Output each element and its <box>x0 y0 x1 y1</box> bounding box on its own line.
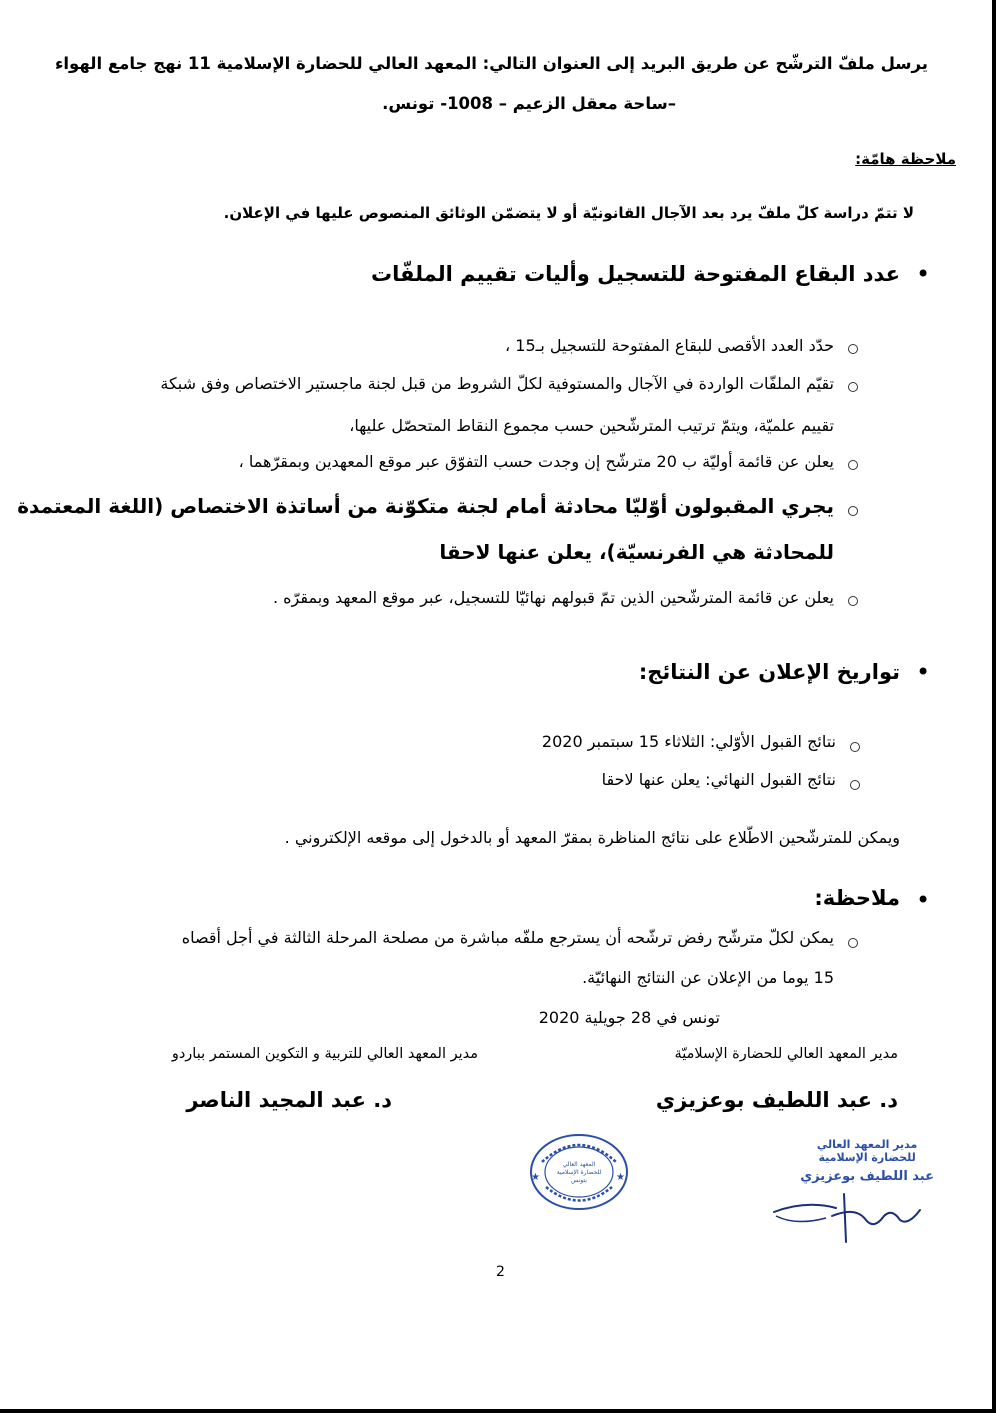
section1-item-1: حدّد العدد الأقصى للبقاع المفتوحة للتسجيل بـ15 ، <box>505 336 834 355</box>
note-text: لا تتمّ دراسة كلّ ملفّ يرد بعد الآجال القانونيّة أو لا يتضمّن الوثائق المنصوص عليها في الإعلان. <box>223 204 914 222</box>
signature-left-name: د. عبد المجيد الناصر <box>186 1088 392 1112</box>
page-number: 2 <box>496 1264 505 1280</box>
name-stamp <box>800 1138 934 1183</box>
section2-footer: ويمكن للمترشّحين الاطّلاع على نتائج المناظرة بمقرّ المعهد أو بالدخول إلى موقعه الإلكتروني . <box>284 828 900 847</box>
name-stamp-line-3: عبد اللطيف بوعزيزي <box>800 1169 934 1184</box>
note-heading: ملاحظة هامّة: <box>855 150 956 168</box>
list-circle <box>848 344 858 354</box>
date-line: تونس في 28 جويلية 2020 <box>538 1008 720 1027</box>
svg-text:★: ★ <box>531 1172 540 1183</box>
official-stamp <box>528 1132 630 1212</box>
section1-item-5: يعلن عن قائمة المترشّحين الذين تمّ قبولهم نهائيّا للتسجيل، عبر موقع المعهد وبمقرّه . <box>272 588 834 607</box>
list-circle <box>850 780 860 790</box>
svg-text:★: ★ <box>616 1172 625 1183</box>
section2-item-2: نتائج القبول النهائي: يعلن عنها لاحقا <box>601 770 836 789</box>
list-circle <box>848 460 858 470</box>
section2-bullet: • <box>916 658 931 686</box>
section1-item-2: تقيّم الملفّات الواردة في الآجال والمستوفية لكلّ الشروط من قبل لجنة ماجستير الاختصاص وفق شبكة <box>160 374 834 393</box>
signature-left-title: مدير المعهد العالي للتربية و التكوين المستمر بباردو <box>171 1046 478 1062</box>
section1-item-4-cont: للمحادثة هي الفرنسيّة)، يعلن عنها لاحقا <box>439 540 834 564</box>
stamp-center-2: للحضارة الإسلامية <box>556 1169 602 1176</box>
list-circle <box>848 506 858 516</box>
section3-bullet: • <box>916 886 931 914</box>
section3-title: ملاحظة: <box>814 886 900 910</box>
name-stamp-line-1: مدير المعهد العالي <box>816 1138 918 1151</box>
section2-title: تواريخ الإعلان عن النتائج: <box>638 660 900 684</box>
list-circle <box>850 742 860 752</box>
stamp-center-1: المعهد العالي <box>562 1161 596 1168</box>
list-circle <box>848 596 858 606</box>
signature-right-title: مدير المعهد العالي للحضارة الإسلاميّة <box>674 1046 898 1062</box>
section2-item-1: نتائج القبول الأوّلي: الثلاثاء 15 سبتمبر 2020 <box>541 732 836 751</box>
section1-bullet: • <box>916 260 931 288</box>
section1-item-3: يعلن عن قائمة أوليّة ب 20 مترشّح إن وجدت حسب التفوّق عبر موقع المعهدين وبمقرّهما ، <box>238 452 834 471</box>
section3-line-2: 15 يوما من الإعلان عن النتائج النهائيّة. <box>582 968 834 987</box>
section1-title: عدد البقاع المفتوحة للتسجيل وأليات تقييم الملفّات <box>371 262 900 286</box>
section1-item-4: يجري المقبولون أوّليّا محادثة أمام لجنة متكوّنة من أساتذة الاختصاص (اللغة المعتمدة <box>17 494 834 518</box>
handwritten-signature <box>766 1186 926 1246</box>
list-circle <box>848 382 858 392</box>
signature-right-name: د. عبد اللطيف بوعزيزي <box>655 1088 898 1112</box>
section3-line-1: يمكن لكلّ مترشّح رفض ترشّحه أن يسترجع ملفّه مباشرة من مصلحة المرحلة الثالثة في أجل أقصاه <box>181 928 834 947</box>
list-circle <box>848 938 858 948</box>
intro-line-1: يرسل ملفّ الترشّح عن طريق البريد إلى العنوان التالي: المعهد العالي للحضارة الإسلامية 11 نهج جامع الهواء <box>54 54 928 73</box>
section1-item-2-cont: تقييم علميّة، ويتمّ ترتيب المترشّحين حسب مجموع النقاط المتحصّل عليها، <box>349 416 834 435</box>
stamp-center-3: بتونس <box>571 1177 587 1184</box>
intro-line-2: –ساحة معقل الزعيم – 1008- تونس. <box>382 94 676 113</box>
name-stamp-line-2: للحضارة الإسلامية <box>818 1151 916 1164</box>
